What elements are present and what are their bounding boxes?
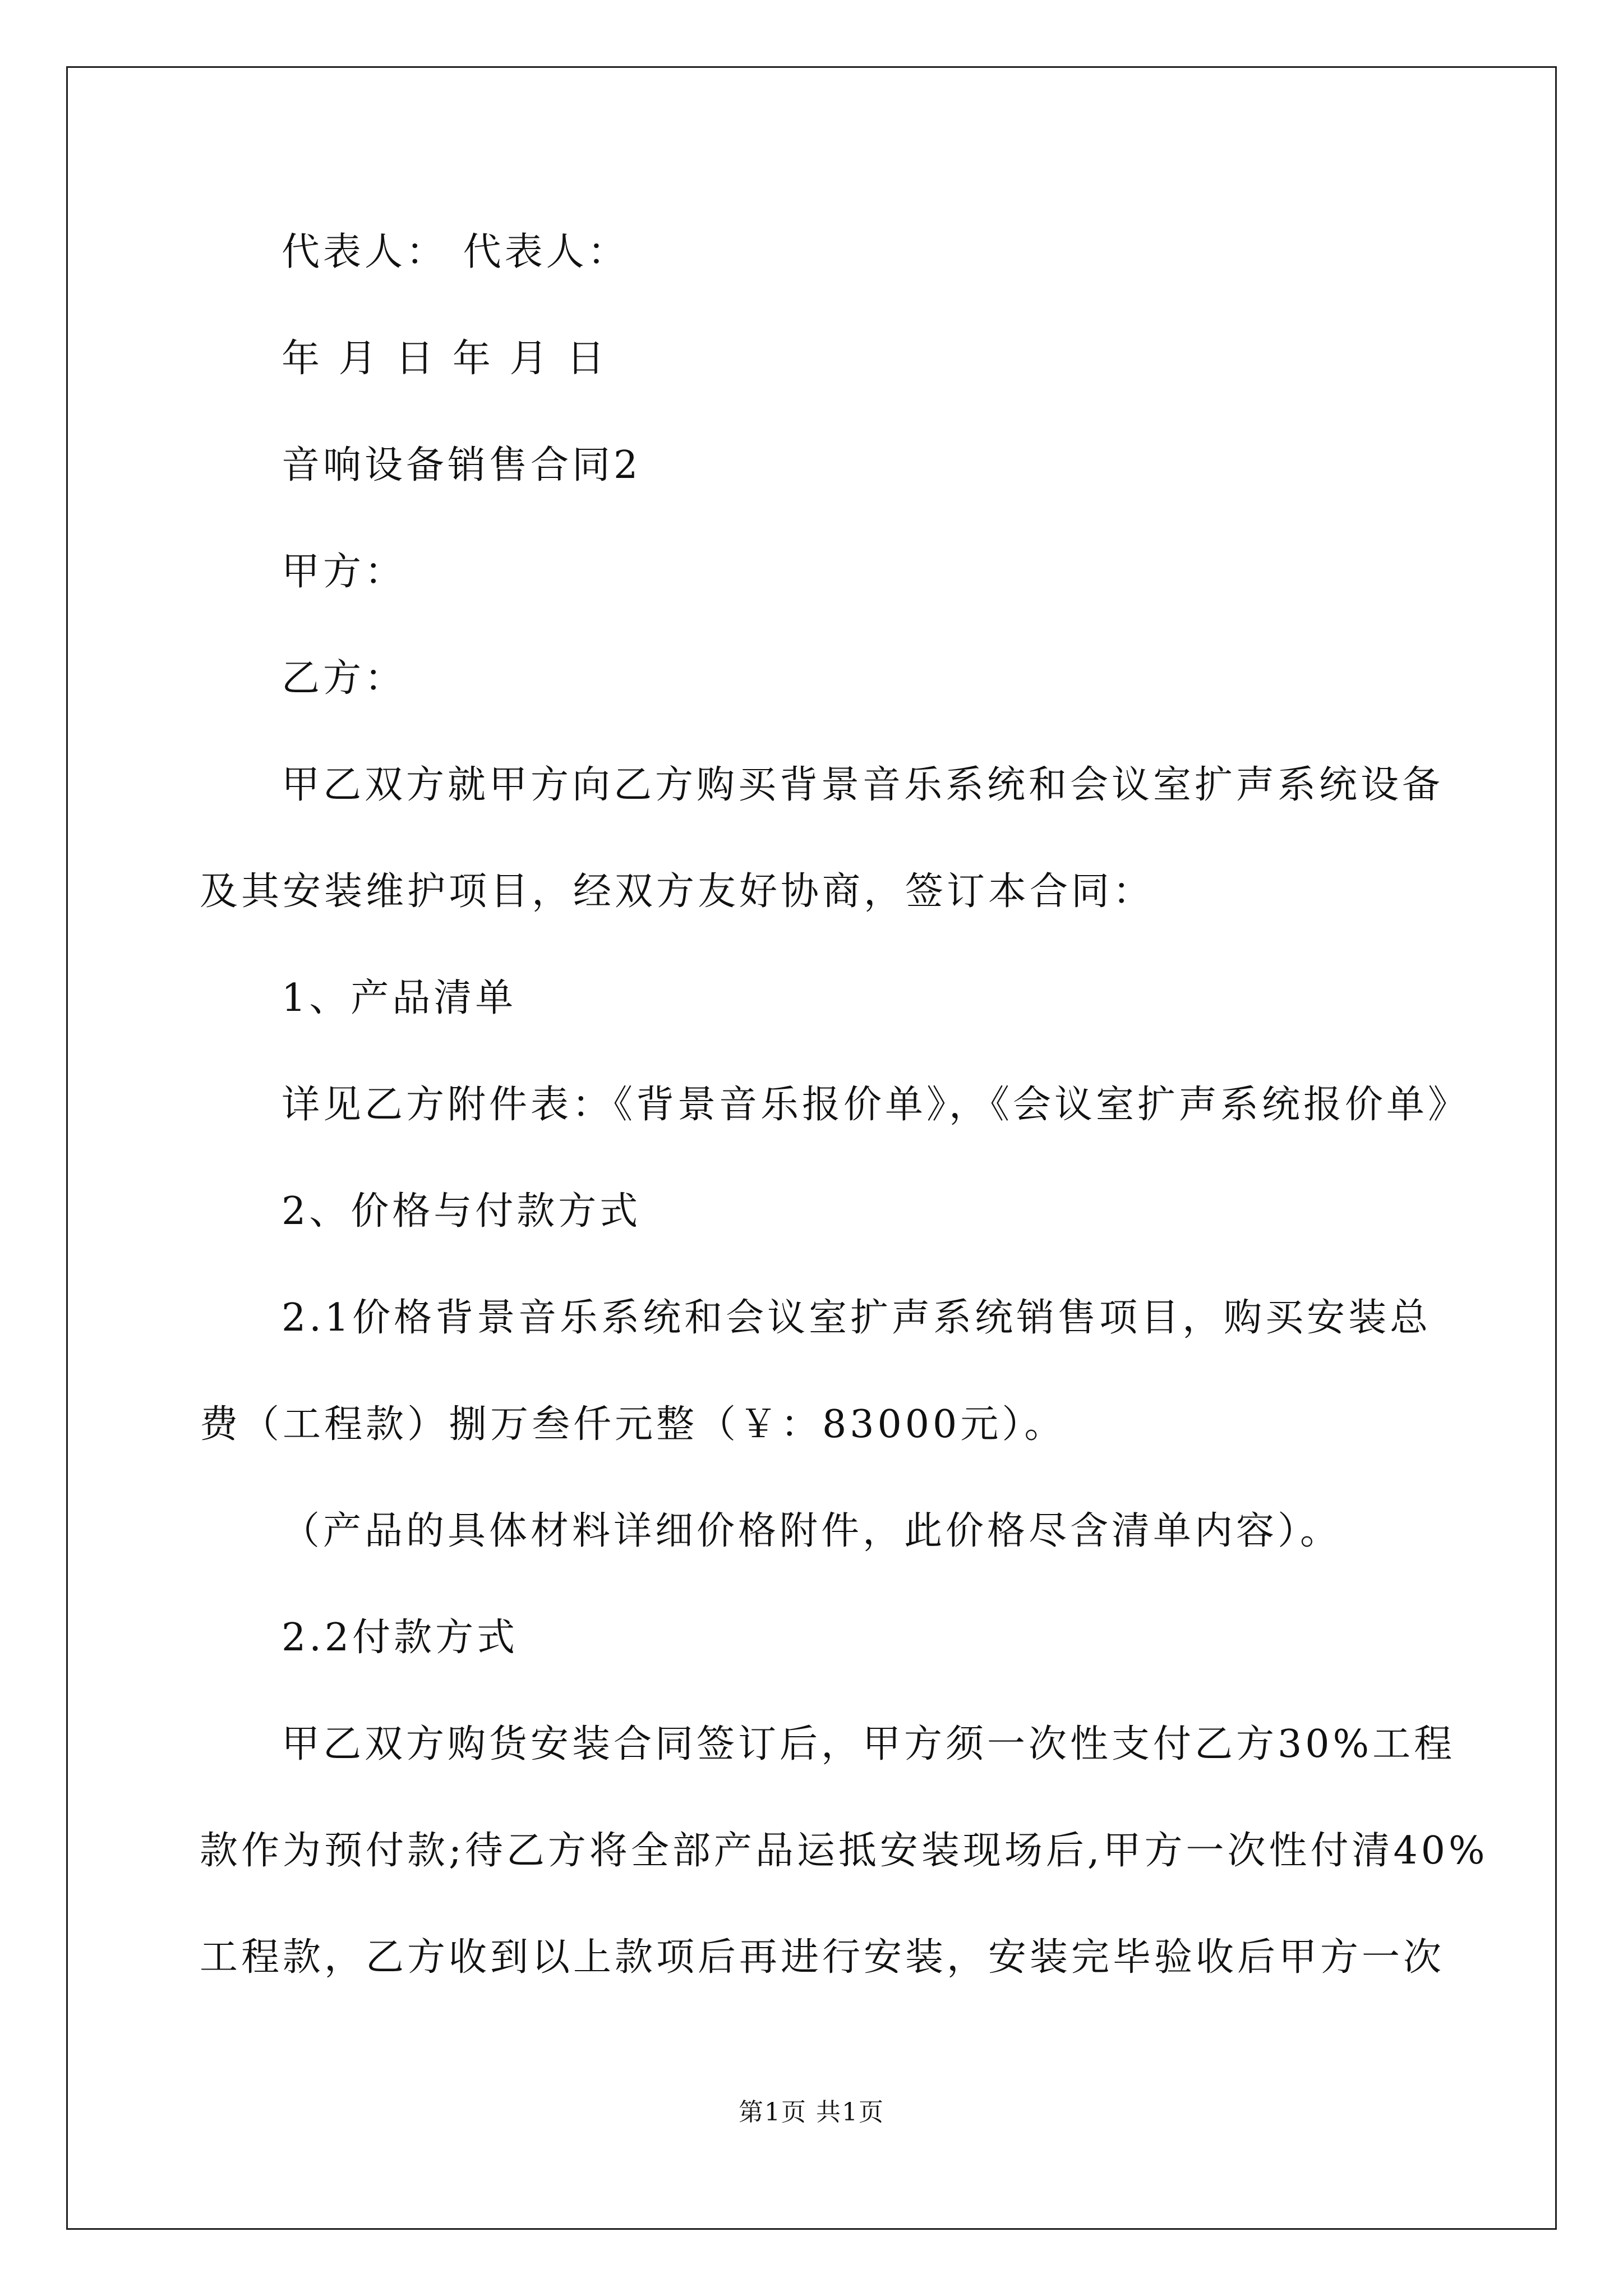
section-2-1-line-2: 费（工程款）捌万叁仟元整（￥：83000元）。 [200,1402,1066,1447]
section-2-2-heading: 2.2付款方式 [282,1616,519,1660]
page-footer: 第1页 共1页 [739,2098,884,2127]
page-border [66,66,1557,2230]
section-1-body: 详见乙方附件表：《背景音乐报价单》，《会议室扩声系统报价单》 [282,1083,1470,1127]
section-2-1-note: （产品的具体材料详细价格附件，此价格尽含清单内容）。 [282,1509,1342,1553]
payment-paragraph-line-1: 甲乙双方购货安装合同签订后，甲方须一次性支付乙方30%工程 [282,1722,1456,1766]
intro-paragraph-line-1: 甲乙双方就甲方向乙方购买背景音乐系统和会议室扩声系统设备 [282,763,1444,807]
contract-title: 音响设备销售合同2 [282,443,642,487]
party-a: 甲方： [282,550,407,594]
section-2-heading: 2、价格与付款方式 [282,1189,642,1234]
signature-dates: 年 月 日 年 月 日 [282,337,608,381]
payment-paragraph-line-3: 工程款，乙方收到以上款项后再进行安装，安装完毕验收后甲方一次 [200,1935,1445,1980]
signature-representatives: 代表人： 代表人： [282,230,629,274]
payment-paragraph-line-2: 款作为预付款;待乙方将全部产品运抵安装现场后,甲方一次性付清40% [200,1829,1488,1873]
section-2-1-line-1: 2.1价格背景音乐系统和会议室扩声系统销售项目，购买安装总 [282,1296,1432,1340]
party-b: 乙方： [282,656,407,701]
intro-paragraph-line-2: 及其安装维护项目，经双方友好协商，签订本合同： [200,869,1155,914]
section-1-heading: 1、产品清单 [282,976,517,1020]
